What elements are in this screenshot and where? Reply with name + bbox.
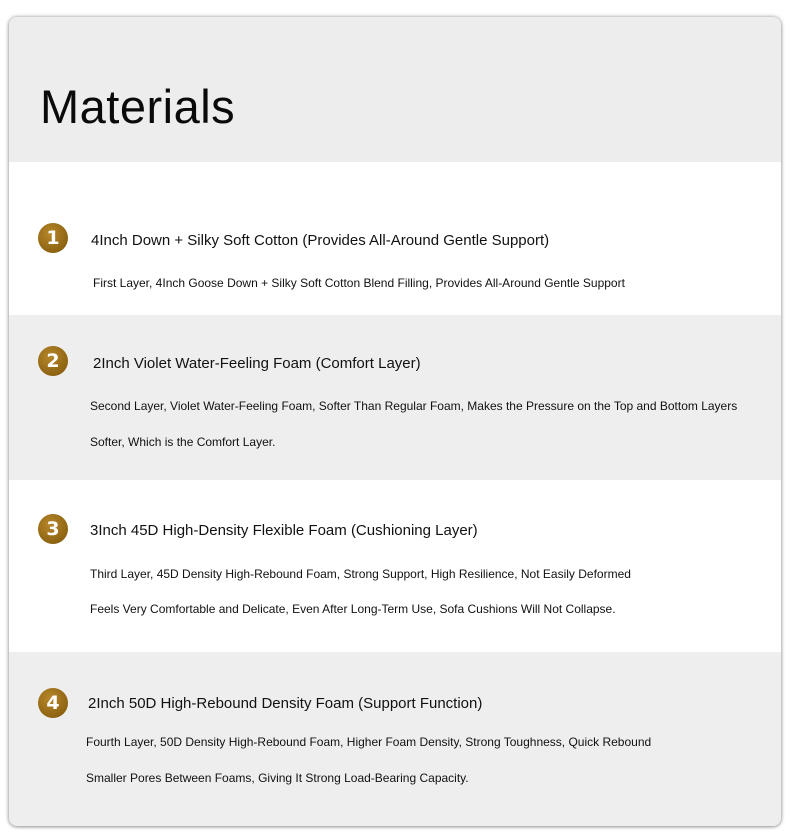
layer-section-3 [9, 480, 781, 652]
header [9, 17, 781, 162]
layer-section-2 [9, 315, 781, 480]
layer-heading-2: 2Inch Violet Water-Feeling Foam (Comfort Layer) [93, 355, 421, 372]
layer-description-3-line-2: Feels Very Comfortable and Delicate, Even After Long-Term Use, Sofa Cushions Will Not Collapse. [90, 602, 616, 616]
layer-description-1-line-1: First Layer, 4Inch Goose Down + Silky Soft Cotton Blend Filling, Provides All-Around Gentle Support [93, 276, 625, 290]
layer-heading-4: 2Inch 50D High-Rebound Density Foam (Support Function) [88, 695, 483, 712]
materials-card [9, 17, 781, 826]
layer-description-4-line-1: Fourth Layer, 50D Density High-Rebound Foam, Higher Foam Density, Strong Toughness, Quick Rebound [86, 735, 652, 749]
layer-description-2-line-2: Softer, Which is the Comfort Layer. [90, 435, 276, 449]
layer-heading-1: 4Inch Down + Silky Soft Cotton (Provides All-Around Gentle Support) [91, 232, 550, 249]
page-title: Materials [40, 80, 236, 133]
layer-description-4-line-2: Smaller Pores Between Foams, Giving It Strong Load-Bearing Capacity. [86, 771, 469, 785]
layer-section-1 [9, 162, 781, 315]
number-badge-2: 2 [38, 346, 68, 376]
layer-description-2-line-1: Second Layer, Violet Water-Feeling Foam, Softer Than Regular Foam, Makes the Pressure on the Top and Bottom Layers [90, 399, 738, 413]
number-badge-3: 3 [38, 514, 68, 544]
number-badge-1: 1 [38, 223, 68, 253]
layer-heading-3: 3Inch 45D High-Density Flexible Foam (Cushioning Layer) [90, 522, 478, 539]
number-badge-4: 4 [38, 688, 68, 718]
layer-section-4 [9, 652, 781, 826]
layer-description-3-line-1: Third Layer, 45D Density High-Rebound Foam, Strong Support, High Resilience, Not Easily Deformed [90, 567, 631, 581]
